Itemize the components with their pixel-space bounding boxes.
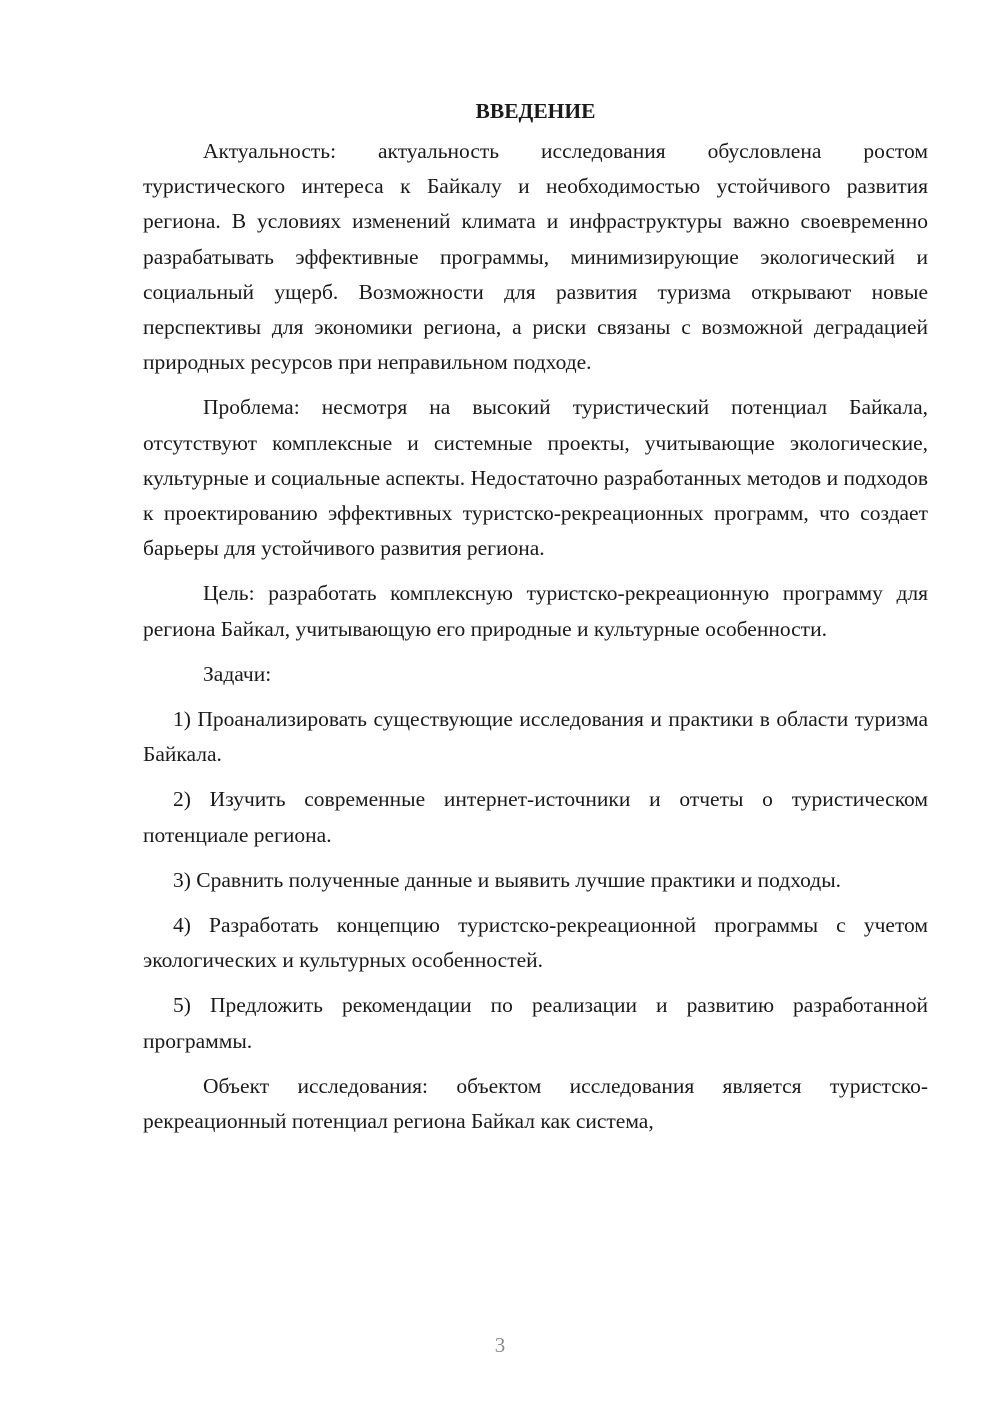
task-item-5: 5) Предложить рекомендации по реализации и развитию разработанной программы. — [143, 993, 928, 1053]
goal-paragraph: Цель: разработать комплексную туристско-рекреационную программу для региона Байкал, учитывающую его природные и культурные особенности. — [143, 581, 928, 641]
document-body — [143, 98, 928, 1149]
task-item-2: 2) Изучить современные интернет-источники и отчеты о туристическом потенциале региона. — [143, 787, 928, 847]
relevance-paragraph: Актуальность: актуальность исследования обусловлена ростом туристического интереса к Байкалу и необходимостью устойчивого развития региона. В условиях изменений климата и инфраструктуры важно своевременно разрабатывать эффективные программы, минимизирующие экологический и социальный ущерб. Возможности для развития туризма открывают новые перспективы для экономики региона, а риски связаны с возможной деградацией природных ресурсов при неправильном подходе. — [143, 139, 928, 375]
tasks-heading: Задачи: — [203, 661, 272, 686]
task-item-4: 4) Разработать концепцию туристско-рекреационной программы с учетом экологических и культурных особенностей. — [143, 913, 928, 973]
page-number: 3 — [494, 1333, 506, 1357]
section-title: ВВЕДЕНИЕ — [475, 99, 596, 123]
task-item-1: 1) Проанализировать существующие исследования и практики в области туризма Байкала. — [143, 707, 928, 767]
object-paragraph: Объект исследования: объектом исследования является туристско-рекреационный потенциал региона Байкал как система, — [143, 1073, 928, 1134]
task-item-3: 3) Сравнить полученные данные и выявить лучшие практики и подходы. — [173, 867, 842, 892]
problem-paragraph: Проблема: несмотря на высокий туристический потенциал Байкала, отсутствуют комплексные и системные проекты, учитывающие экологические, культурные и социальные аспекты. Недостаточно разработанных методов и подходов к проектированию эффективных туристско-рекреационных программ, что создает барьеры для устойчивого развития региона. — [143, 395, 928, 561]
